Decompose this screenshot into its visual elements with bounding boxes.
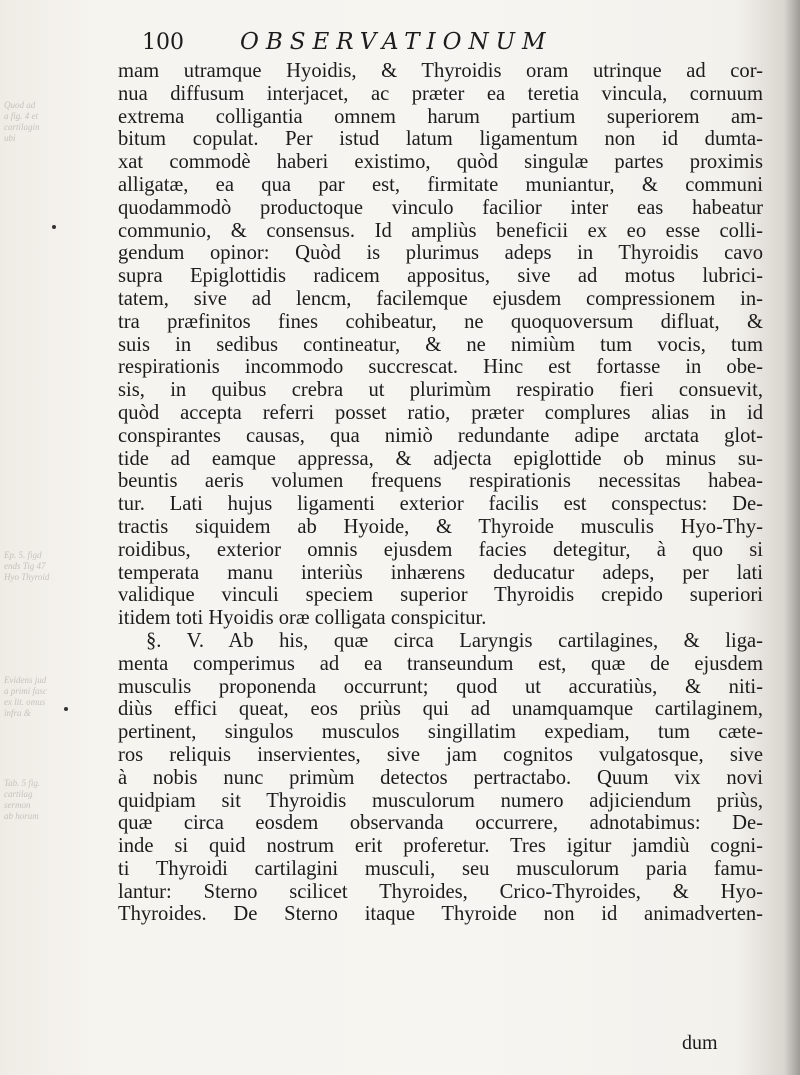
text-line: inde si quid nostrum erit proferetur. Tres igitur jamdiù cogni- bbox=[118, 835, 763, 858]
text-line: diùs effici queat, eos priùs qui ad unamquamque cartilaginem, bbox=[118, 698, 763, 721]
text-line: gendum opinor: Quòd is plurimus adeps in Thyroidis cavo bbox=[118, 242, 763, 265]
ink-speck bbox=[52, 225, 56, 229]
paragraph-end-line: itidem toti Hyoidis oræ colligata conspicitur. bbox=[118, 607, 487, 630]
show-through-margin-text: Tab. 5 fig. cartilag sermon ab horum bbox=[4, 778, 41, 821]
show-through-margin-text: Ep. 5. figd ends Tig 47 Hyo Thyroid bbox=[4, 550, 50, 582]
text-line: temperata manu interiùs inhærens deducatur adeps, per lati bbox=[118, 561, 763, 584]
text-line: communio, & consensus. Id ampliùs beneficii ex eo esse colli- bbox=[118, 219, 763, 242]
text-line: tra præfinitos fines cohibeatur, ne quoquoversum difluat, & bbox=[118, 310, 763, 333]
text-line: extrema colligantia omnem harum partium superiorem am- bbox=[118, 105, 763, 128]
show-through-margin-text: Quod ad a fig. 4 et cartilagin ubi bbox=[4, 100, 40, 143]
text-line: à nobis nunc primùm detectos pertractabo. Quum vix novi bbox=[118, 766, 763, 789]
text-line: quòd accepta referri posset ratio, præter complures alias in id bbox=[118, 401, 763, 424]
text-line: supra Epiglottidis radicem appositus, sive ad motus lubrici- bbox=[118, 265, 763, 288]
text-line: nua diffusum interjacet, ac præter ea teretia vincula, cornuum bbox=[118, 82, 763, 105]
text-line: pertinent, singulos musculos singillatim expediam, tum cæte- bbox=[118, 721, 763, 744]
text-line: bitum copulat. Per istud latum ligamentum non id dumta- bbox=[118, 128, 763, 151]
section-start-line: §. V. Ab his, quæ circa Laryngis cartilagines, & liga- bbox=[146, 629, 763, 652]
text-line: suis in sedibus contineatur, & ne nimiùm tum vocis, tum bbox=[118, 333, 763, 356]
page-number: 100 bbox=[142, 30, 184, 55]
text-line: xat commodè haberi existimo, quòd singulæ partes proximis bbox=[118, 151, 763, 174]
catchword: dum bbox=[682, 1032, 718, 1054]
text-line: menta comperimus ad ea transeundum est, quæ de ejusdem bbox=[118, 652, 763, 675]
ink-speck bbox=[64, 707, 68, 711]
text-line: sis, in quibus crebra ut plurimùm respiratio fieri consuevit, bbox=[118, 379, 763, 402]
text-line: tide ad eamque appressa, & adjecta epiglottide ob minus su- bbox=[118, 447, 763, 470]
text-line: Thyroides. De Sterno itaque Thyroide non id animadverten- bbox=[118, 903, 763, 926]
text-line: tur. Lati hujus ligamenti exterior facilis est conspectus: De- bbox=[118, 493, 763, 516]
text-line: quæ circa eosdem observanda occurrere, adnotabimus: De- bbox=[118, 812, 763, 835]
text-line: beuntis aeris volumen frequens respirationis necessitas habea- bbox=[118, 470, 763, 493]
text-line: respirationis incommodo succrescat. Hinc est fortasse in obe- bbox=[118, 356, 763, 379]
text-line: quidpiam sit Thyroidis musculorum numero adjiciendum priùs, bbox=[118, 789, 763, 812]
text-line: mam utramque Hyoidis, & Thyroidis oram utrinque ad cor- bbox=[118, 60, 763, 82]
text-line: ros reliquis inservientes, sive jam cognitos vulgatosque, sive bbox=[118, 743, 763, 766]
body-text bbox=[118, 60, 763, 926]
text-line: alligatæ, ea qua par est, firmitate muniantur, & communi bbox=[118, 173, 763, 196]
text-line: conspirantes causas, qua nimiò redundante adipe arctata glot- bbox=[118, 424, 763, 447]
text-line: roidibus, exterior omnis ejusdem facies detegitur, à quo si bbox=[118, 538, 763, 561]
text-line: tractis siquidem ab Hyoide, & Thyroide musculis Hyo-Thy- bbox=[118, 515, 763, 538]
show-through-margin-text: Evidens jud a primi fasc ex lit. omus infra & bbox=[4, 675, 48, 718]
text-line: tatem, sive ad lencm, facilemque ejusdem compressionem in- bbox=[118, 287, 763, 310]
running-header bbox=[142, 24, 642, 58]
running-title: OBSERVATIONUM bbox=[240, 29, 553, 55]
text-line: ti Thyroidi cartilagini musculi, seu musculorum paria famu- bbox=[118, 857, 763, 880]
text-line: musculis proponenda occurrunt; quod ut accuratiùs, & niti- bbox=[118, 675, 763, 698]
text-line: validique vinculi speciem superior Thyroidis crepido superiori bbox=[118, 584, 763, 607]
text-line: quodammodò productoque vinculo facilior inter eas habeatur bbox=[118, 196, 763, 219]
text-line: lantur: Sterno scilicet Thyroides, Crico-Thyroides, & Hyo- bbox=[118, 880, 763, 903]
